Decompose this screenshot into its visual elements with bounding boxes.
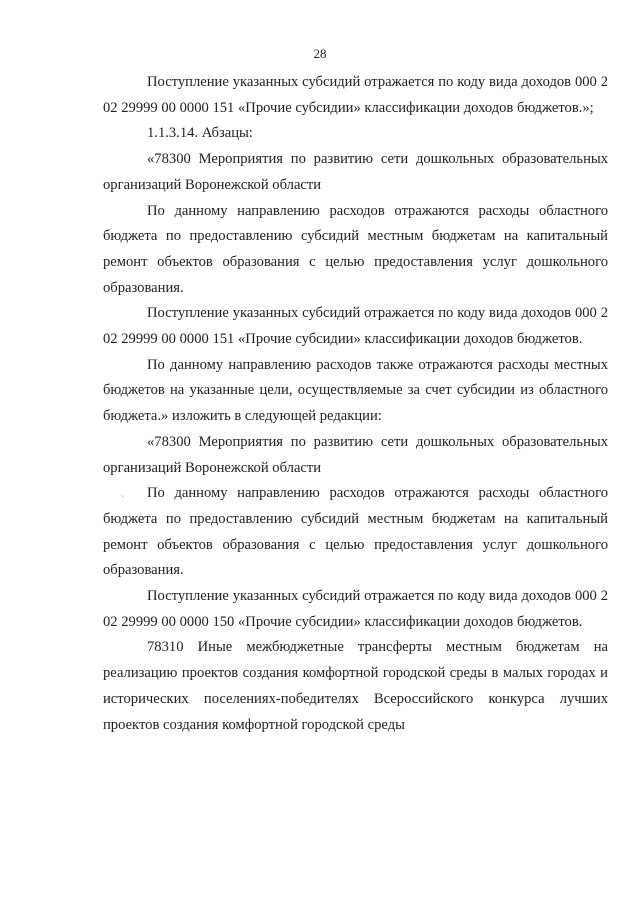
paragraph-code-78300-new: «78300 Мероприятия по развитию сети дошкольных образовательных организаций Воронежской области (103, 433, 608, 476)
paragraph-local-budgets-old: По данному направлению расходов также отражаются расходы местных бюджетов на указанные цели, осуществляемые за счет субсидии из областного бюджета.» изложить в следующей редакции: (103, 356, 608, 425)
document-body (103, 70, 608, 738)
paragraph-code-78310: 78310 Иные межбюджетные трансферты местным бюджетам на реализацию проектов создания комфортной городской среды в малых городах и исторических поселениях-победителях Всероссийского конкурса лучших проектов создания комфортной городской среды (103, 639, 608, 733)
page-number: 28 (313, 46, 327, 61)
paragraph-expenses-description-new: По данному направлению расходов отражаются расходы областного бюджета по предоставлению субсидий местным бюджетам на капитальный ремонт объектов образования с целью предоставления услуг дошкольного образования. (103, 485, 608, 579)
paragraph-income-code-150-new: Поступление указанных субсидий отражается по коду вида доходов 000 2 02 29999 00 0000 150 «Прочие субсидии» классификации доходов бюджетов. (103, 588, 608, 630)
paragraph-income-subsidies-151: Поступление указанных субсидий отражается по коду вида доходов 000 2 02 29999 00 0000 151 «Прочие субсидии» классификации доходов бюджетов.»; (103, 74, 608, 116)
paragraph-income-code-151-old: Поступление указанных субсидий отражается по коду вида доходов 000 2 02 29999 00 0000 151 «Прочие субсидии» классификации доходов бюджетов. (103, 305, 608, 348)
paragraph-code-78300-old: «78300 Мероприятия по развитию сети дошкольных образовательных организаций Воронежской области (103, 151, 608, 193)
paragraph-clause-1-1-3-14: 1.1.3.14. Абзацы: (147, 125, 253, 142)
paragraph-expenses-description-old: По данному направлению расходов отражаются расходы областного бюджета по предоставлению субсидий местным бюджетам на капитальный ремонт объектов образования с целью предоставления услуг дошкольного образования. (103, 202, 608, 296)
scan-speck-mark: ˏ (121, 487, 124, 497)
